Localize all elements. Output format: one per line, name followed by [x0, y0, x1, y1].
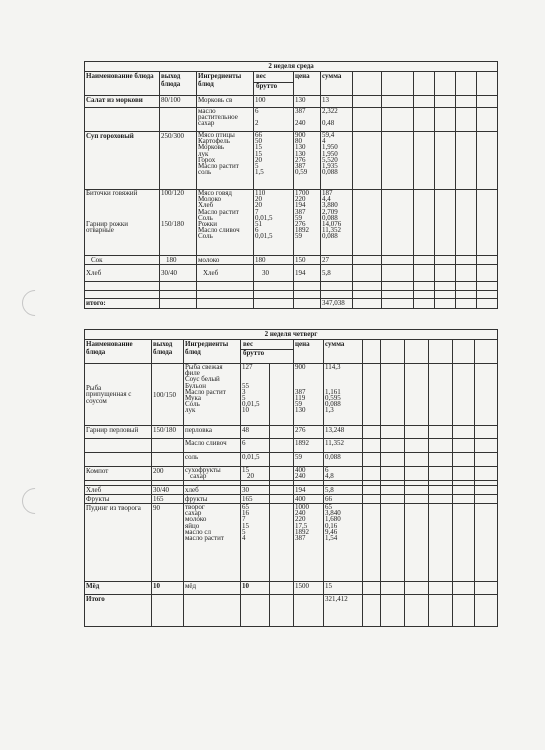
- sum: 2,322: [322, 107, 338, 115]
- ingredient: Бульон: [185, 381, 206, 390]
- sum: 11,352: [324, 439, 363, 453]
- weight: 10: [241, 582, 270, 595]
- price-list: [294, 364, 324, 426]
- price-list: [294, 108, 321, 132]
- ingredient: Масло сливоч: [198, 226, 240, 235]
- sum: 2,709: [322, 207, 338, 216]
- price: 276: [294, 426, 324, 439]
- sum: 1,54: [325, 533, 338, 542]
- weight: 127: [242, 363, 253, 371]
- header-dish-name: Наименование блюда: [85, 72, 160, 96]
- dish-name: Мёд: [85, 582, 152, 595]
- ingredient: Молоко: [198, 195, 221, 204]
- price: 80: [295, 137, 302, 146]
- ingredient: мёд: [184, 582, 241, 595]
- table-row: [85, 256, 498, 265]
- ingredient: перловка: [184, 426, 241, 439]
- price-list: [294, 190, 321, 256]
- sum: 3,840: [325, 509, 341, 518]
- sum: 1,3: [325, 406, 334, 415]
- price: 1000: [295, 503, 309, 511]
- weight: 7: [255, 207, 259, 216]
- ingredient: Хлеб: [198, 201, 214, 210]
- dish-yield: 250/300: [160, 132, 197, 190]
- price: 194: [295, 201, 306, 210]
- ingredient: соль: [198, 168, 212, 177]
- weight: 6: [241, 439, 270, 453]
- dish-name: Гарнир перловый: [85, 426, 152, 439]
- price: 1892: [295, 527, 309, 536]
- dish-yield: 80/100: [160, 96, 197, 108]
- weight: 5: [242, 393, 246, 402]
- dish-yield: 30/40: [152, 486, 184, 495]
- weight: 180: [254, 256, 294, 265]
- price: 1892: [294, 439, 324, 453]
- sum: 1,950: [322, 143, 338, 152]
- price: 240: [295, 509, 306, 518]
- table-row: [85, 453, 498, 467]
- ingredient: Масло растит: [198, 161, 239, 170]
- dish-name: Компот: [85, 467, 152, 481]
- ingredient: хлеб: [184, 486, 241, 495]
- sum: 5,8: [321, 265, 353, 282]
- weight: 15: [242, 521, 249, 530]
- ingredient: Соус белый: [185, 375, 220, 384]
- weight-list: [241, 364, 270, 426]
- dish-name: [85, 453, 152, 467]
- weight: 3: [242, 387, 246, 396]
- price: 150: [294, 256, 321, 265]
- price: 130: [295, 406, 306, 415]
- ingredient: сахар: [198, 119, 215, 128]
- ingredient: лук: [198, 149, 209, 158]
- header-weight: вес: [254, 72, 293, 83]
- dish-yield: 30/40: [160, 265, 197, 282]
- weight: 110: [255, 189, 266, 197]
- table-title: 2 неделя среда: [85, 62, 498, 72]
- dish-yield: 90: [152, 504, 184, 582]
- weight: 5: [255, 161, 259, 170]
- sum: 0,088: [322, 168, 338, 177]
- ingredient: Рыба свежая: [185, 363, 223, 371]
- sum: 6: [325, 466, 329, 474]
- weight-list: [241, 504, 270, 582]
- price: 17,5: [295, 521, 308, 530]
- header-brutto: брутто: [243, 349, 265, 357]
- ingredient: Мука: [185, 393, 201, 402]
- table-row: [85, 582, 498, 595]
- price: 900: [295, 131, 306, 139]
- ingredient: растительное: [198, 113, 238, 122]
- ingredient: фрукты: [184, 495, 241, 504]
- ingredient: Мясо говяд: [198, 189, 232, 197]
- price: 387: [295, 161, 306, 170]
- ingredient: филе: [185, 369, 200, 378]
- punch-hole-mark-top: [17, 285, 54, 322]
- dish-yield: [152, 453, 184, 467]
- ingredient: яйцо: [185, 521, 200, 530]
- total-label: Итого: [85, 595, 152, 627]
- price: 387: [295, 387, 306, 396]
- ingredient: молоко: [197, 256, 254, 265]
- table-row: [85, 467, 498, 481]
- price: 194: [294, 486, 324, 495]
- ingredient: Масло сливоч: [184, 439, 241, 453]
- dish-name-line2: припущенная с: [86, 390, 132, 399]
- price: 240: [295, 472, 306, 481]
- ingredient: Мясо птицы: [198, 131, 235, 139]
- total-value: 347,038: [321, 299, 353, 309]
- dish-yield: 165: [152, 495, 184, 504]
- table-row: [85, 504, 498, 582]
- sum: 4,4: [322, 195, 331, 204]
- price: 59: [295, 213, 302, 222]
- ingredient: масло: [198, 107, 216, 115]
- ingredient: лук: [185, 406, 196, 415]
- sum: 4,8: [325, 472, 334, 481]
- dish-name-cell: [85, 190, 160, 256]
- price: 0,59: [295, 168, 308, 177]
- dish-name: [85, 439, 152, 453]
- sum-list: [321, 132, 353, 190]
- weight: 20: [255, 155, 262, 164]
- weight: 0,01,5: [255, 232, 273, 241]
- sum: 14,076: [322, 219, 342, 228]
- dish-yield: 100/150: [152, 364, 184, 426]
- dish-name: Фрукты: [85, 495, 152, 504]
- price: 240: [295, 119, 306, 128]
- weight: 16: [242, 509, 249, 518]
- ingredient: Морковь св: [197, 96, 254, 108]
- table-row: [85, 364, 498, 426]
- price: 119: [295, 393, 306, 402]
- sum-list: [321, 190, 353, 256]
- dish-yield: 100/120: [161, 189, 184, 197]
- dish-name: Салат из моркови: [85, 96, 160, 108]
- sum: 4: [322, 137, 326, 146]
- sum: 0,088: [325, 400, 341, 409]
- sum: 0,595: [325, 393, 341, 402]
- weight: 48: [241, 426, 270, 439]
- sum: 66: [324, 495, 363, 504]
- weight: 20: [255, 195, 262, 204]
- header-brutto: брутто: [256, 82, 278, 90]
- price-list: [294, 504, 324, 582]
- ingredient: Масло растит: [185, 387, 226, 396]
- dish-name-cell: [85, 364, 152, 426]
- dish-yield: 150/180: [152, 426, 184, 439]
- table-row: [85, 495, 498, 504]
- sum: 187: [322, 189, 333, 197]
- sum: 1,680: [325, 515, 341, 524]
- ingredient-list: [184, 364, 241, 426]
- ingredient: Горох: [198, 155, 216, 164]
- price-list: [294, 132, 321, 190]
- ingredient: масло растит: [185, 533, 224, 542]
- weight-list: [254, 108, 294, 132]
- sum: 5,8: [324, 486, 363, 495]
- sum: 13,248: [324, 426, 363, 439]
- weight: 15: [255, 143, 262, 152]
- sum: 13: [321, 96, 353, 108]
- price-list: [294, 467, 324, 481]
- header-weight-cell: [254, 72, 294, 96]
- weight: 10: [242, 406, 249, 415]
- dish-name: Сок: [85, 256, 160, 265]
- price: 400: [294, 495, 324, 504]
- table-row: [85, 265, 498, 282]
- price: 400: [295, 466, 306, 474]
- sum: 0,088: [324, 453, 363, 467]
- price: 1892: [295, 226, 309, 235]
- ingredient-list: [184, 467, 241, 481]
- dish-name: Рыба: [86, 384, 102, 393]
- ingredient: Морковь: [198, 143, 225, 152]
- table-title: 2 неделя четверг: [85, 330, 498, 340]
- ingredient-list: [197, 132, 254, 190]
- sum: 1,935: [322, 161, 338, 170]
- sum: 59,4: [322, 131, 335, 139]
- dish-name-line3: соусом: [86, 396, 107, 405]
- sum: 1,950: [322, 149, 338, 158]
- weight: 0,01,5: [242, 400, 260, 409]
- dish-yield: 200: [152, 467, 184, 481]
- price: 194: [294, 265, 321, 282]
- weight-list: [241, 467, 270, 481]
- dish-name: Суп гороховый: [85, 132, 160, 190]
- sum: 65: [325, 503, 332, 511]
- ingredient: Соль: [198, 232, 213, 241]
- ingredient: масло сл: [185, 527, 211, 536]
- price: 276: [295, 219, 306, 228]
- weight: 15: [242, 466, 249, 474]
- dish-name: Хлеб: [85, 265, 160, 282]
- header-yield: выход блюда: [160, 72, 197, 96]
- dish-name: Биточки говяжий: [86, 189, 138, 197]
- weight-list: [254, 132, 294, 190]
- header-sum: сумма: [324, 340, 363, 364]
- sum-list: [324, 364, 363, 426]
- ingredient: Соль: [198, 213, 213, 222]
- price: 276: [295, 155, 306, 164]
- header-price: цена: [294, 340, 324, 364]
- ingredient-list: [197, 108, 254, 132]
- sum: 27: [321, 256, 353, 265]
- price: 130: [295, 149, 306, 158]
- ingredient: молоко: [185, 515, 207, 524]
- weight: 4: [242, 533, 246, 542]
- sum: 0,088: [322, 232, 338, 241]
- table-row: [85, 190, 498, 256]
- total-row: [85, 299, 498, 309]
- table-row: [85, 132, 498, 190]
- price: 1500: [294, 582, 324, 595]
- total-value: 321,412: [324, 595, 363, 627]
- header-weight-cell: [241, 340, 294, 364]
- ingredient: сахар: [190, 472, 207, 481]
- weight: 165: [241, 495, 270, 504]
- menu-table-wednesday: [84, 61, 498, 309]
- ingredient: Рожки: [198, 219, 218, 228]
- sum: 0,48: [322, 119, 335, 128]
- dish-yield: 180: [160, 256, 197, 265]
- table-row: [85, 439, 498, 453]
- price: 59: [294, 453, 324, 467]
- weight: 2: [255, 119, 259, 128]
- ingredient: Хлеб: [197, 265, 254, 282]
- price: 1700: [295, 189, 309, 197]
- ingredient: соль: [184, 453, 241, 467]
- weight: 20: [255, 201, 262, 210]
- price: 130: [295, 143, 306, 152]
- price: 130: [294, 96, 321, 108]
- weight: 6: [255, 107, 259, 115]
- weight-list: [254, 190, 294, 256]
- table-row: [85, 108, 498, 132]
- weight: 30: [241, 486, 270, 495]
- dish-yield: [152, 439, 184, 453]
- dish-yield: 10: [152, 582, 184, 595]
- price: 220: [295, 515, 306, 524]
- sum: 5,520: [322, 155, 338, 164]
- price: 387: [295, 107, 306, 115]
- dish-name: Пудинг из творога: [85, 504, 152, 582]
- header-sum: сумма: [321, 72, 353, 96]
- menu-table-thursday: [84, 329, 498, 627]
- price: 59: [295, 232, 302, 241]
- sum-list: [321, 108, 353, 132]
- sum: 0,16: [325, 521, 338, 530]
- weight: 0,01,5: [241, 453, 270, 467]
- sum: 1,161: [325, 387, 341, 396]
- weight: 50: [255, 137, 262, 146]
- sum: 9,46: [325, 527, 338, 536]
- ingredient: Картофель: [198, 137, 230, 146]
- table-row: [85, 96, 498, 108]
- weight: 100: [254, 96, 294, 108]
- price: 220: [295, 195, 306, 204]
- sum-list: [324, 504, 363, 582]
- sum: 0,088: [322, 213, 338, 222]
- ingredient: сухофрукты: [185, 466, 221, 474]
- ingredient-list: [184, 504, 241, 582]
- table-row: [85, 426, 498, 439]
- dish-name-line2: Гарнир рожки: [86, 219, 129, 228]
- weight: 20: [247, 472, 254, 481]
- weight: 55: [242, 381, 249, 390]
- dish-name: Хлеб: [85, 486, 152, 495]
- ingredient: Соль: [185, 400, 200, 409]
- sum: 3,880: [322, 201, 338, 210]
- total-label: итого:: [85, 299, 160, 309]
- price: 387: [295, 533, 306, 542]
- price: 387: [295, 207, 306, 216]
- weight: 30: [254, 265, 294, 282]
- sum-list: [324, 467, 363, 481]
- weight: 1,5: [255, 168, 264, 177]
- punch-hole-mark-bottom: [17, 483, 54, 520]
- sum: 114,3: [325, 363, 341, 371]
- weight: 7: [242, 515, 246, 524]
- dish-yield-2: 150/180: [161, 219, 184, 228]
- price: 59: [295, 400, 302, 409]
- table-row: [85, 486, 498, 495]
- price: 900: [295, 363, 306, 371]
- header-yield: выход блюда: [152, 340, 184, 364]
- weight: 51: [255, 219, 262, 228]
- weight: 15: [255, 149, 262, 158]
- dish-name-line3: отварные: [86, 226, 114, 235]
- sum: 15: [324, 582, 363, 595]
- ingredient-list: [197, 190, 254, 256]
- weight: 0,01,5: [255, 213, 273, 222]
- ingredient: Масло растит: [198, 207, 239, 216]
- total-row: [85, 595, 498, 627]
- weight: 66: [255, 131, 262, 139]
- weight: 5: [242, 527, 246, 536]
- dish-yield-cell: [160, 190, 197, 256]
- header-dish-name: Наименование блюда: [85, 340, 152, 364]
- weight: 6: [255, 226, 259, 235]
- header-ingredients: Ингредиенты блюд: [184, 340, 241, 364]
- header-ingredients: Ингредиенты блюд: [197, 72, 254, 96]
- sum: 11,352: [322, 226, 341, 235]
- header-weight: вес: [241, 340, 293, 350]
- weight: 65: [242, 503, 249, 511]
- ingredient: сахар: [185, 509, 202, 518]
- ingredient: творог: [185, 503, 205, 511]
- header-price: цена: [294, 72, 321, 96]
